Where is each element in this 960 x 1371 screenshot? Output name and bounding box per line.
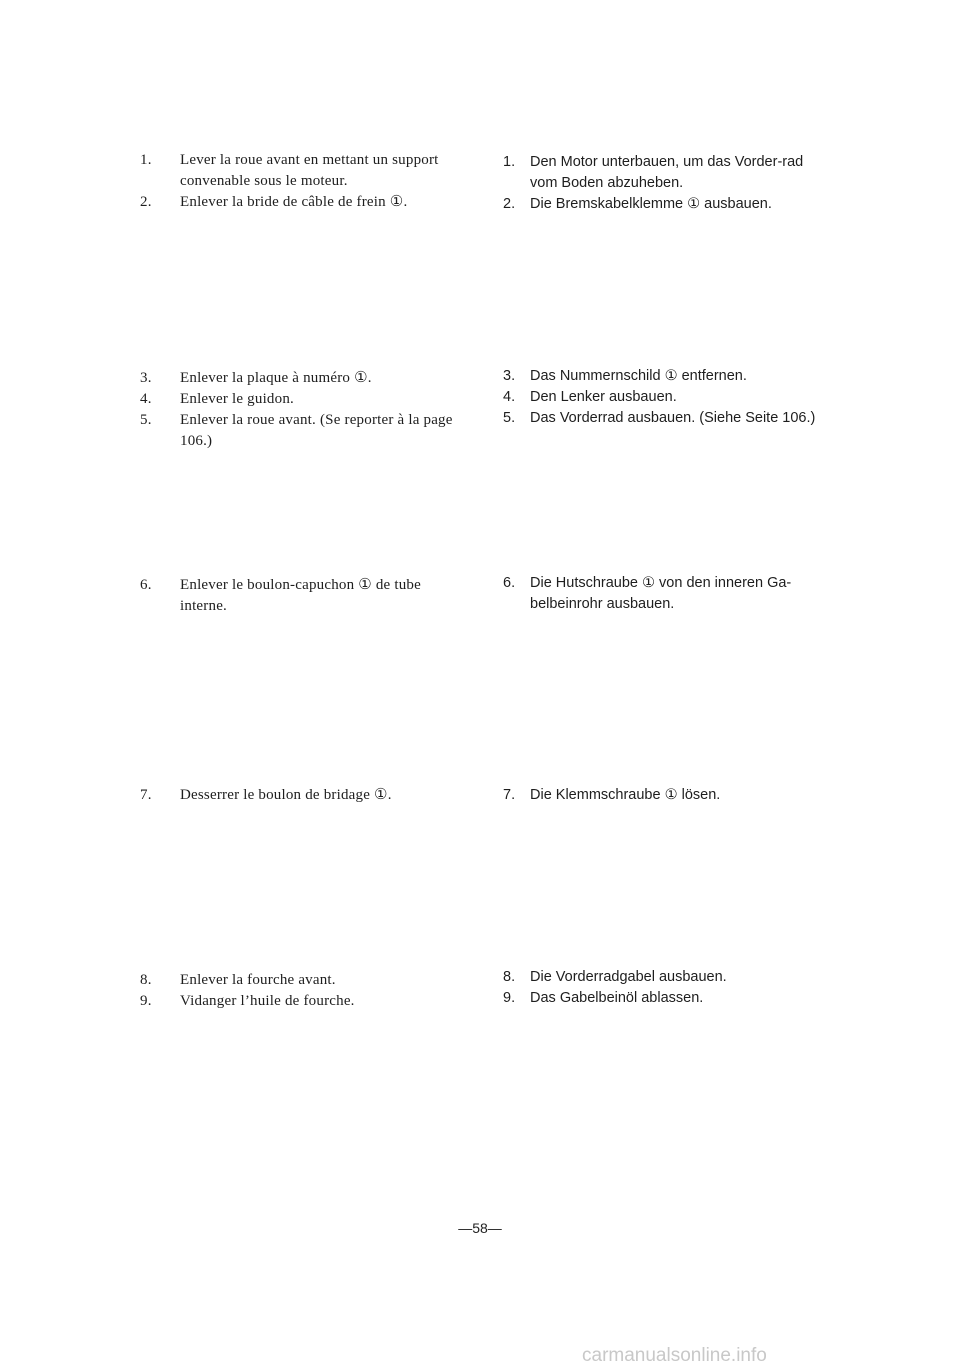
- step-text: Den Lenker ausbauen.: [530, 389, 677, 405]
- step-number: 3.: [503, 368, 516, 384]
- de-group-3: [503, 573, 823, 615]
- step-text: Vidanger l’huile de fourche.: [180, 993, 355, 1009]
- step-text: Die Vorderradgabel ausbauen.: [530, 969, 727, 985]
- step-text: Enlever le boulon-capuchon ① de tube interne.: [180, 577, 421, 614]
- step-number: 7.: [503, 787, 516, 803]
- step-text: Enlever la bride de câble de frein ①.: [180, 194, 408, 210]
- step-text: Desserrer le boulon de bridage ①.: [180, 787, 392, 803]
- step-number: 8.: [503, 969, 516, 985]
- step-text: Enlever la plaque à numéro ①.: [180, 370, 372, 386]
- de-step-6: [503, 573, 823, 615]
- step-number: 1.: [140, 152, 152, 168]
- step-text: Enlever la fourche avant.: [180, 972, 336, 988]
- step-number: 6.: [140, 577, 152, 593]
- step-text: Lever la roue avant en mettant un support convenable sous le moteur.: [180, 152, 439, 189]
- de-group-4: [503, 785, 823, 806]
- fr-group-3: [140, 575, 470, 617]
- de-group-5: [503, 967, 823, 1009]
- step-number: 5.: [503, 410, 516, 426]
- fr-step-9: [140, 991, 470, 1012]
- step-number: 7.: [140, 787, 152, 803]
- fr-step-5: [140, 410, 470, 452]
- fr-step-1: [140, 150, 470, 192]
- step-number: 3.: [140, 370, 152, 386]
- de-step-8: [503, 967, 823, 988]
- step-text: Das Vorderrad ausbauen. (Siehe Seite 106.): [530, 410, 816, 426]
- step-text: Enlever le guidon.: [180, 391, 294, 407]
- step-number: 9.: [503, 990, 516, 1006]
- step-text: Die Bremskabelklemme ① ausbauen.: [530, 196, 772, 212]
- step-number: 1.: [503, 154, 516, 170]
- de-group-2: [503, 366, 823, 429]
- fr-step-8: [140, 970, 470, 991]
- fr-step-3: [140, 368, 470, 389]
- de-step-3: [503, 366, 823, 387]
- step-number: 2.: [503, 196, 516, 212]
- de-step-7: [503, 785, 823, 806]
- step-number: 5.: [140, 412, 152, 428]
- fr-group-5: [140, 970, 470, 1012]
- fr-step-6: [140, 575, 470, 617]
- de-step-9: [503, 988, 823, 1009]
- de-step-4: [503, 387, 823, 408]
- step-number: 4.: [503, 389, 516, 405]
- de-group-1: [503, 152, 823, 215]
- de-step-1: [503, 152, 823, 194]
- step-text: Das Gabelbeinöl ablassen.: [530, 990, 704, 1006]
- de-step-2: [503, 194, 823, 215]
- fr-step-2: [140, 192, 470, 213]
- fr-step-7: [140, 785, 470, 806]
- fr-group-1: [140, 150, 470, 213]
- de-step-5: [503, 408, 823, 429]
- step-number: 2.: [140, 194, 152, 210]
- step-number: 4.: [140, 391, 152, 407]
- step-number: 6.: [503, 575, 516, 591]
- fr-step-4: [140, 389, 470, 410]
- step-text: Die Hutschraube ① von den inneren Ga-belbeinrohr ausbauen.: [530, 575, 792, 612]
- watermark: carmanualsonline.info: [582, 1345, 767, 1366]
- step-text: Die Klemmschraube ① lösen.: [530, 787, 721, 803]
- step-text: Den Motor unterbauen, um das Vorder-rad vom Boden abzuheben.: [530, 154, 804, 191]
- fr-group-4: [140, 785, 470, 806]
- fr-group-2: [140, 368, 470, 452]
- page-number: —58—: [458, 1220, 502, 1236]
- step-text: Enlever la roue avant. (Se reporter à la page 106.): [180, 412, 453, 449]
- step-text: Das Nummernschild ① entfernen.: [530, 368, 747, 384]
- step-number: 9.: [140, 993, 152, 1009]
- step-number: 8.: [140, 972, 152, 988]
